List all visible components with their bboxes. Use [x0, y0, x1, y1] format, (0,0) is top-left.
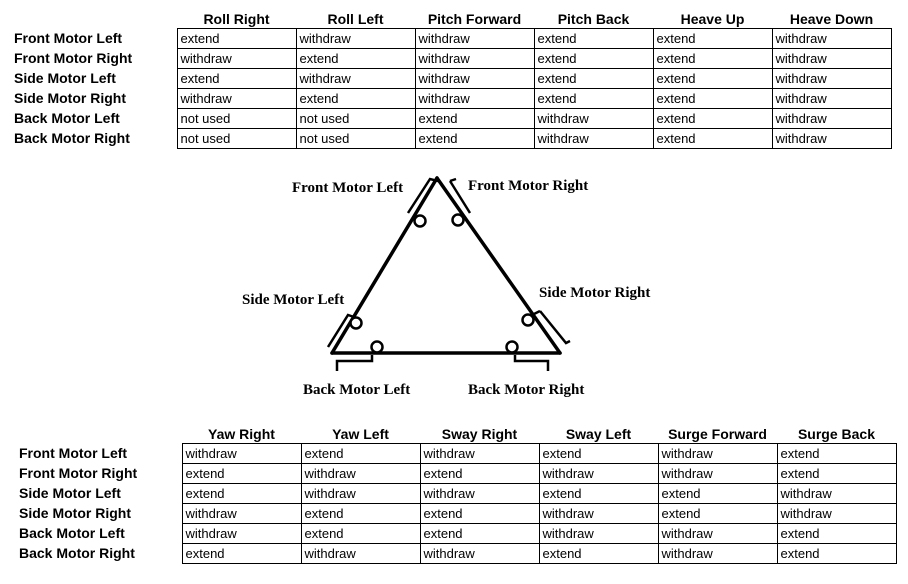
table-cell: extend — [777, 544, 896, 564]
label-side-motor-right: Side Motor Right — [539, 285, 651, 301]
table-cell: extend — [534, 89, 653, 109]
table-cell: extend — [653, 89, 772, 109]
row-label: Back Motor Left — [19, 525, 125, 541]
table-row — [19, 464, 896, 484]
table-cell: withdraw — [772, 29, 891, 49]
table-cell: withdraw — [772, 109, 891, 129]
table-cell: extend — [415, 129, 534, 149]
table-corner — [14, 10, 177, 29]
table-cell: withdraw — [539, 464, 658, 484]
table-cell: extend — [653, 49, 772, 69]
table-cell: extend — [182, 544, 301, 564]
row-label: Front Motor Left — [14, 30, 123, 46]
table-cell: withdraw — [539, 504, 658, 524]
table-cell: not used — [296, 109, 415, 129]
motor-layout-diagram — [230, 165, 670, 405]
table-cell: withdraw — [539, 524, 658, 544]
back-motor-left-actuator — [337, 342, 383, 372]
table-cell: extend — [296, 89, 415, 109]
column-header: Heave Down — [789, 11, 874, 27]
table-cell: withdraw — [772, 69, 891, 89]
table-cell: not used — [177, 109, 296, 129]
table-cell: withdraw — [296, 69, 415, 89]
table-cell: withdraw — [296, 29, 415, 49]
column-header: Pitch Forward — [427, 11, 522, 27]
column-header: Yaw Right — [208, 426, 275, 442]
table-cell: extend — [534, 69, 653, 89]
table-corner — [19, 425, 182, 444]
column-header: Sway Left — [565, 426, 632, 442]
table-cell: withdraw — [182, 524, 301, 544]
table-cell: withdraw — [777, 504, 896, 524]
column-header: Surge Back — [797, 426, 876, 442]
label-side-motor-left: Side Motor Left — [242, 292, 345, 308]
table-cell: withdraw — [658, 544, 777, 564]
table-cell: extend — [653, 69, 772, 89]
table-cell: withdraw — [301, 464, 420, 484]
table-cell: withdraw — [415, 89, 534, 109]
table-cell: withdraw — [420, 544, 539, 564]
table-row — [14, 109, 891, 129]
back-motor-right-actuator — [507, 342, 549, 372]
table-cell: extend — [420, 524, 539, 544]
row-label: Side Motor Right — [19, 505, 131, 521]
table-cell: extend — [653, 29, 772, 49]
label-front-motor-left: Front Motor Left — [292, 180, 404, 196]
table-cell: withdraw — [772, 129, 891, 149]
table-cell: withdraw — [658, 444, 777, 464]
table-cell: withdraw — [420, 484, 539, 504]
table-row — [14, 49, 891, 69]
table-cell: withdraw — [415, 49, 534, 69]
table-cell: withdraw — [772, 89, 891, 109]
bottom-motion-table — [19, 425, 897, 564]
row-label: Back Motor Left — [14, 110, 120, 126]
table-cell: extend — [420, 464, 539, 484]
table-cell: extend — [177, 29, 296, 49]
bottom-table-header-row — [19, 425, 896, 444]
row-label: Front Motor Right — [14, 50, 133, 66]
table-row — [19, 524, 896, 544]
table-cell: withdraw — [658, 464, 777, 484]
table-cell: extend — [777, 524, 896, 544]
table-cell: extend — [658, 504, 777, 524]
side-motor-right-actuator — [523, 311, 571, 343]
table-cell: extend — [534, 29, 653, 49]
table-cell: withdraw — [177, 89, 296, 109]
table-cell: withdraw — [415, 69, 534, 89]
label-back-motor-left: Back Motor Left — [303, 382, 411, 398]
table-cell: withdraw — [420, 444, 539, 464]
table-row — [19, 504, 896, 524]
row-label: Back Motor Right — [14, 130, 130, 146]
table-cell: extend — [420, 504, 539, 524]
table-cell: extend — [539, 484, 658, 504]
table-cell: withdraw — [177, 49, 296, 69]
table-cell: withdraw — [658, 524, 777, 544]
label-front-motor-right: Front Motor Right — [468, 178, 589, 194]
row-label: Front Motor Left — [19, 445, 128, 461]
table-cell: not used — [296, 129, 415, 149]
label-back-motor-right: Back Motor Right — [468, 382, 585, 398]
column-header: Roll Left — [327, 11, 384, 27]
table-cell: extend — [415, 109, 534, 129]
triangle-left-edge — [332, 178, 437, 353]
column-header: Sway Right — [441, 426, 518, 442]
table-row — [19, 444, 896, 464]
table-cell: extend — [301, 444, 420, 464]
table-cell: extend — [777, 464, 896, 484]
row-label: Front Motor Right — [19, 465, 138, 481]
column-header: Pitch Back — [557, 11, 630, 27]
table-cell: withdraw — [415, 29, 534, 49]
table-cell: extend — [301, 524, 420, 544]
table-cell: extend — [177, 69, 296, 89]
triangle-right-edge — [437, 178, 560, 353]
row-label: Side Motor Left — [19, 485, 121, 501]
column-header: Roll Right — [203, 11, 270, 27]
table-row — [14, 29, 891, 49]
table-cell: withdraw — [534, 129, 653, 149]
table-cell: extend — [653, 129, 772, 149]
table-row — [14, 129, 891, 149]
column-header: Heave Up — [680, 11, 745, 27]
row-label: Back Motor Right — [19, 545, 135, 561]
top-motion-table — [14, 10, 892, 149]
table-row — [14, 89, 891, 109]
triangle-frame — [332, 178, 560, 353]
table-row — [19, 544, 896, 564]
table-cell: withdraw — [182, 444, 301, 464]
table-cell: not used — [177, 129, 296, 149]
table-cell: extend — [296, 49, 415, 69]
table-cell: withdraw — [777, 484, 896, 504]
table-cell: extend — [182, 464, 301, 484]
table-cell: extend — [777, 444, 896, 464]
top-table-header-row — [14, 10, 891, 29]
row-label: Side Motor Left — [14, 70, 116, 86]
table-cell: withdraw — [301, 544, 420, 564]
table-cell: extend — [539, 444, 658, 464]
table-cell: withdraw — [534, 109, 653, 129]
table-cell: extend — [534, 49, 653, 69]
table-cell: withdraw — [301, 484, 420, 504]
table-row — [19, 484, 896, 504]
table-cell: extend — [301, 504, 420, 524]
column-header: Yaw Left — [332, 426, 389, 442]
table-row — [14, 69, 891, 89]
table-cell: extend — [658, 484, 777, 504]
table-cell: withdraw — [182, 504, 301, 524]
table-cell: extend — [182, 484, 301, 504]
column-header: Surge Forward — [668, 426, 767, 442]
table-cell: extend — [653, 109, 772, 129]
table-cell: withdraw — [772, 49, 891, 69]
row-label: Side Motor Right — [14, 90, 126, 106]
table-cell: extend — [539, 544, 658, 564]
